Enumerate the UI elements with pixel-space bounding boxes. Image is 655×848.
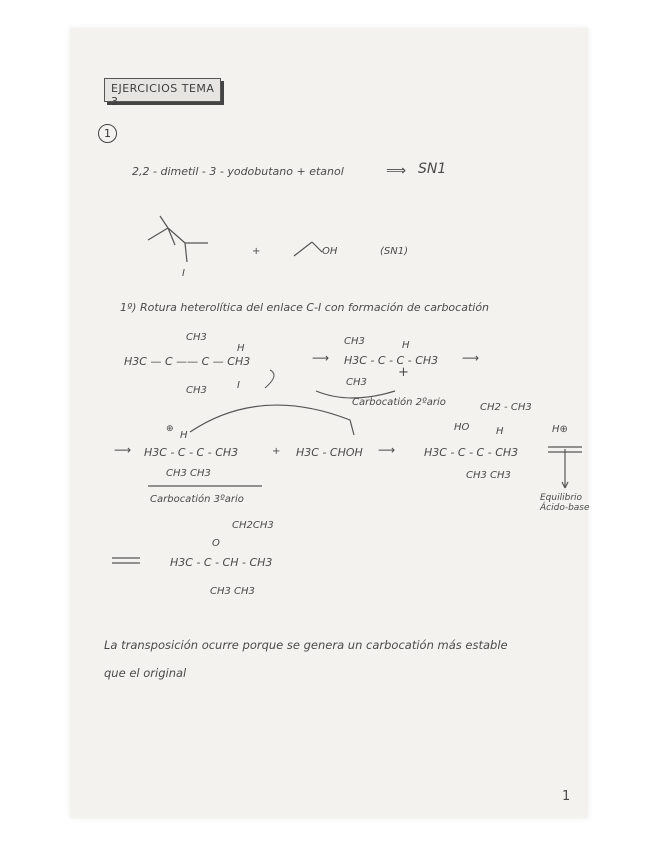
conclusion-line1: La transposición ocurre porque se genera un carbocatión más estable xyxy=(104,638,508,652)
sn1-note: (SN1) xyxy=(380,246,408,257)
plus-sign: + xyxy=(252,246,261,257)
r1r-caption: Carbocatión 2ºario xyxy=(352,397,446,408)
page-number: 1 xyxy=(562,789,571,804)
iodine-label: I xyxy=(182,268,185,279)
r2-ethanol: H3C - CHOH xyxy=(296,446,363,459)
r2p-main: H3C - C - C - CH3 xyxy=(424,446,519,459)
r1r-plus: + xyxy=(398,365,409,380)
r3-main: H3C - C - CH - CH3 xyxy=(170,556,273,569)
step1-heading: 1º) Rotura heterolítica del enlace C-I con formación de carbocatión xyxy=(120,301,490,314)
r1-main: H3C — C —— C — CH3 xyxy=(124,355,251,368)
r2p-subs: CH3 CH3 xyxy=(466,470,511,481)
r2-arrow-in: ⟶ xyxy=(114,443,132,457)
r1-top-ch3: CH3 xyxy=(186,332,207,343)
r2-subs: CH3 CH3 xyxy=(166,468,211,479)
r2-arrow: ⟶ xyxy=(378,443,396,457)
exercise-number: 1 xyxy=(98,124,117,143)
r2-h: H xyxy=(180,430,188,441)
ethanol-oh: OH xyxy=(322,246,338,257)
r2p-ethyl: CH2 - CH3 xyxy=(480,402,532,413)
r3-subs: CH3 CH3 xyxy=(210,586,255,597)
r1r-h: H xyxy=(402,340,410,351)
r1-iodine: I xyxy=(237,380,240,391)
r1r-main: H3C - C - C - CH3 xyxy=(344,354,439,367)
r1r-bottom-ch3: CH3 xyxy=(346,377,367,388)
conclusion-line2: que el original xyxy=(104,666,187,680)
r3-ethyl: CH2CH3 xyxy=(232,520,274,531)
r1-arrow: ⟶ xyxy=(312,351,330,365)
r2p-hplus: H⊕ xyxy=(552,424,568,435)
r2p-h: H xyxy=(496,426,504,437)
page-title: EJERCICIOS TEMA 3 xyxy=(111,82,215,108)
mechanism-label: SN1 xyxy=(418,161,447,177)
r3-o: O xyxy=(212,538,220,549)
r2-main: H3C - C - C - CH3 xyxy=(144,446,239,459)
r2-caption: Carbocatión 3ºario xyxy=(150,494,244,505)
r2p-equilibrium: Equilibrio Ácido-base xyxy=(540,493,590,513)
r1r-arrow: ⟶ xyxy=(462,351,480,365)
r1r-top-ch3: CH3 xyxy=(344,336,365,347)
r1-bottom-ch3: CH3 xyxy=(186,385,207,396)
r1-h: H xyxy=(237,343,245,354)
exercise-statement: 2,2 - dimetil - 3 - yodobutano + etanol xyxy=(132,165,344,178)
r2-charge: ⊕ xyxy=(166,424,174,434)
r2p-ho: HO xyxy=(454,422,470,433)
reaction-arrow: ⟹ xyxy=(386,163,407,179)
r2-plus: + xyxy=(272,446,281,457)
